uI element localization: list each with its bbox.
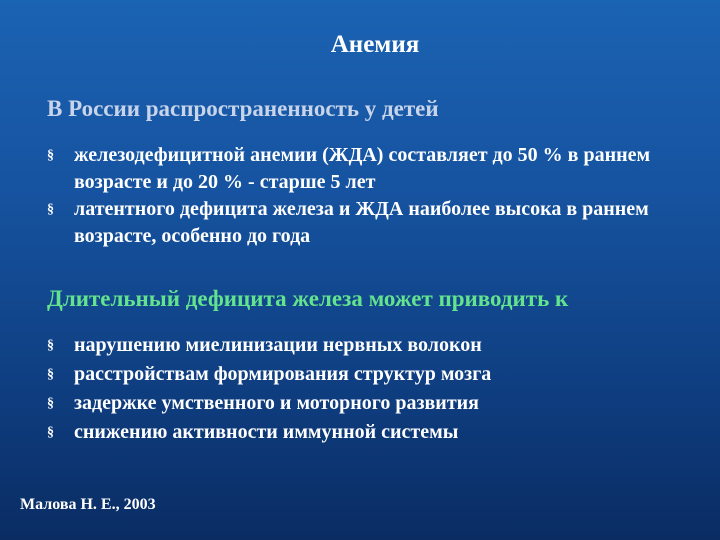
bullet-marker-icon: § bbox=[47, 338, 54, 353]
section-heading-consequences: Длительный дефицита железа может приводить к bbox=[47, 286, 569, 311]
bullet-marker-icon: § bbox=[47, 396, 54, 411]
list-item bbox=[47, 389, 707, 418]
list-item bbox=[47, 418, 707, 447]
list-item-text: латентного дефицита железа и ЖДА наиболее высока в раннем возрасте, особенно до года bbox=[74, 198, 649, 247]
slide-title: Анемия bbox=[330, 31, 420, 58]
bullet-marker-icon: § bbox=[47, 425, 54, 440]
list-item-text: нарушению миелинизации нервных волокон bbox=[74, 334, 482, 356]
consequences-list bbox=[47, 331, 707, 447]
list-item-text: снижению активности иммунной системы bbox=[74, 421, 459, 443]
section-heading-prevalence: В России распространенность у детей bbox=[47, 96, 439, 121]
list-item bbox=[47, 360, 707, 389]
list-item bbox=[47, 331, 707, 360]
list-item bbox=[47, 196, 707, 250]
list-item-text: железодефицитной анемии (ЖДА) составляет до 50 % в раннем возрасте и до 20 % - старше 5 лет bbox=[74, 144, 651, 193]
list-item bbox=[47, 142, 707, 196]
bullet-marker-icon: § bbox=[47, 148, 54, 163]
list-item-text: расстройствам формирования структур мозга bbox=[74, 363, 492, 385]
bullet-marker-icon: § bbox=[47, 202, 54, 217]
prevalence-list bbox=[47, 142, 707, 250]
footer-citation: Малова Н. Е., 2003 bbox=[20, 496, 156, 513]
list-item-text: задержке умственного и моторного развития bbox=[74, 392, 479, 414]
bullet-marker-icon: § bbox=[47, 367, 54, 382]
